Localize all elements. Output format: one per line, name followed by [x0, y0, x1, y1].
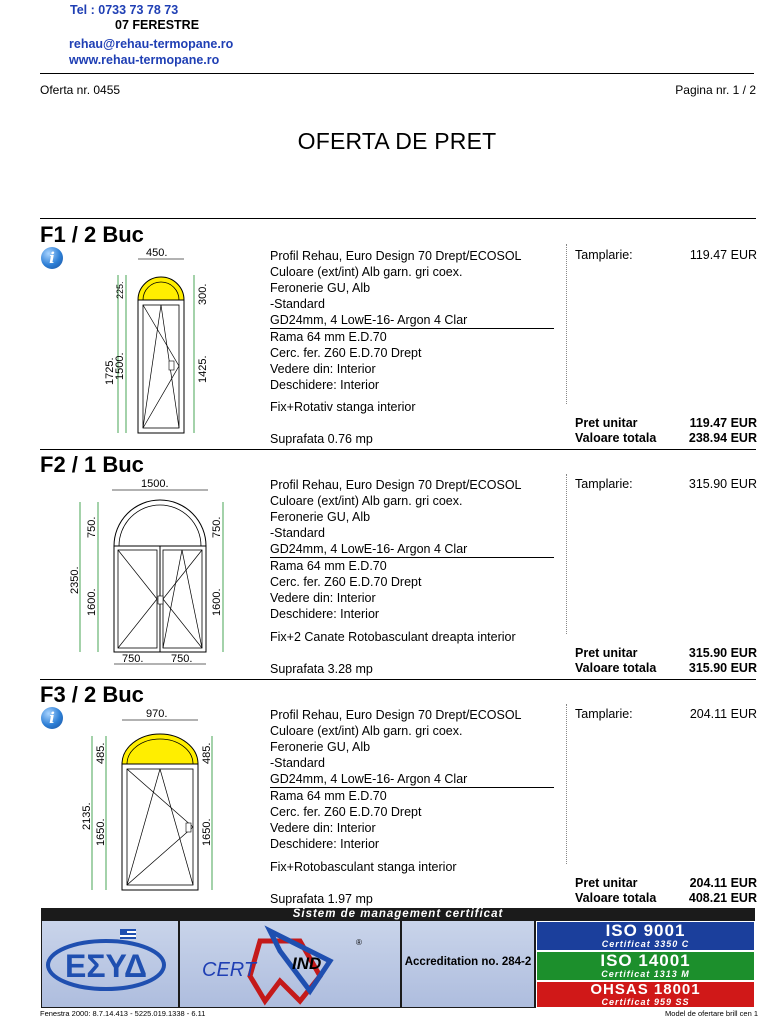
window-drawing-f3	[78, 706, 228, 898]
dim-height-left: 1500.	[114, 352, 126, 380]
tamplarie-value: 315.90 EUR	[688, 477, 757, 491]
dim-arch-right: 300.	[197, 283, 209, 305]
item-description: Profil Rehau, Euro Design 70 Drept/ECOSOL Culoare (ext/int) Alb garn. gri coex. Feronerie GU, Alb -Standard GD24mm, 4 LowE-16- Argon 4 Clar Rama 64 mm E.D.70 Cerc. fer. Z60 E.D.70 Drept Vedere din: Interior Deschidere: Interior	[270, 477, 560, 622]
tamplarie-label: Tamplarie:	[575, 707, 633, 721]
page-title: OFERTA DE PRET	[297, 128, 497, 154]
unit-price-value: 315.90 EUR	[688, 646, 757, 660]
total-value-label: Valoare totala	[575, 891, 657, 905]
cert-text: CERT	[202, 959, 257, 981]
opening-type: Fix+2 Canate Rotobasculant dreapta interior	[270, 630, 516, 644]
dim-arch-right: 750.	[211, 516, 223, 538]
dim-height-total: 2135.	[81, 802, 93, 830]
offer-number: Oferta nr. 0455	[40, 83, 121, 97]
header-phone: Tel : 0733 73 78 73	[70, 3, 179, 17]
item-divider	[40, 449, 756, 450]
unit-price-label: Pret unitar	[575, 416, 638, 430]
tamplarie-label: Tamplarie:	[575, 248, 633, 262]
certind-panel	[180, 921, 400, 1007]
dim-width: 1500.	[141, 478, 169, 490]
tamplarie-value: 204.11 EUR	[689, 707, 757, 721]
header-website[interactable]: www.rehau-termopane.ro	[69, 53, 220, 67]
accreditation-text: Accreditation no. 284-2	[404, 956, 532, 968]
header-email[interactable]: rehau@rehau-termopane.ro	[69, 37, 234, 51]
item-title: F3 / 2 Buc	[40, 682, 144, 707]
header-phone-word: 07 FERESTRE	[115, 18, 200, 32]
column-separator	[566, 474, 567, 634]
dim-arch: 485.	[95, 742, 107, 764]
ohsas-18001-badge: OHSAS 18001 Certificat 959 SS	[536, 981, 755, 1008]
total-value-label: Valoare totala	[575, 431, 657, 445]
opening-type: Fix+Rotativ stanga interior	[270, 400, 416, 414]
dim-width: 450.	[146, 247, 168, 259]
surface: Suprafata 3.28 mp	[270, 662, 373, 676]
dim-height-right: 1600.	[211, 588, 223, 616]
item-description: Profil Rehau, Euro Design 70 Drept/ECOSOL Culoare (ext/int) Alb garn. gri coex. Feronerie GU, Alb -Standard GD24mm, 4 LowE-16- Argon 4 Clar Rama 64 mm E.D.70 Cerc. fer. Z60 E.D.70 Drept Vedere din: Interior Deschidere: Interior	[270, 248, 560, 393]
dim-arch-right: 485.	[201, 742, 213, 764]
dim-bottom-right: 750.	[171, 653, 193, 665]
window-drawing-f1	[80, 245, 230, 440]
dim-height-left: 1650.	[95, 818, 107, 846]
surface: Suprafata 1.97 mp	[270, 892, 373, 906]
info-icon[interactable]: i	[41, 707, 63, 729]
total-value-label: Valoare totala	[575, 661, 657, 675]
unit-price-value: 119.47 EUR	[689, 416, 757, 430]
item-divider	[40, 679, 756, 680]
item-divider	[40, 218, 756, 219]
dim-height-left: 1600.	[86, 588, 98, 616]
iso-9001-badge: ISO 9001 Certificat 3350 C	[536, 921, 755, 951]
page-number: Pagina nr. 1 / 2	[675, 83, 756, 97]
certind-logo	[180, 921, 400, 1007]
tamplarie-label: Tamplarie:	[575, 477, 633, 491]
total-value: 315.90 EUR	[688, 661, 757, 675]
ind-text: IND	[292, 954, 322, 973]
dim-height-right: 1425.	[197, 355, 209, 383]
total-value: 238.94 EUR	[688, 431, 757, 445]
dim-height-total: 2350.	[69, 566, 81, 594]
tamplarie-value: 119.47 EUR	[689, 248, 757, 262]
footer-software: Fenestra 2000: 8.7.14.413 - 5225.019.1338 - 6.11	[40, 1009, 206, 1018]
column-separator	[566, 704, 567, 864]
item-title: F1 / 2 Buc	[40, 222, 144, 247]
dim-arch: 225.	[115, 281, 125, 299]
dim-arch: 750.	[86, 516, 98, 538]
dim-height-total: 1725.	[104, 357, 116, 385]
esyd-text: ΕΣΥΔ	[65, 948, 147, 984]
unit-price-label: Pret unitar	[575, 646, 638, 660]
window-drawing-f2	[68, 476, 248, 672]
opening-type: Fix+Rotobasculant stanga interior	[270, 860, 457, 874]
unit-price-label: Pret unitar	[575, 876, 638, 890]
dim-bottom-left: 750.	[122, 653, 144, 665]
total-value: 408.21 EUR	[688, 891, 757, 905]
banner-title: Sistem de management certificat	[292, 908, 504, 920]
esyd-logo	[42, 921, 178, 1007]
iso-14001-badge: ISO 14001 Certificat 1313 M	[536, 951, 755, 981]
esyd-panel	[42, 921, 178, 1007]
dim-width: 970.	[146, 708, 168, 720]
item-title: F2 / 1 Buc	[40, 452, 144, 477]
column-separator	[566, 244, 567, 404]
svg-text:®: ®	[356, 938, 362, 947]
item-description: Profil Rehau, Euro Design 70 Drept/ECOSOL Culoare (ext/int) Alb garn. gri coex. Feronerie GU, Alb -Standard GD24mm, 4 LowE-16- Argon 4 Clar Rama 64 mm E.D.70 Cerc. fer. Z60 E.D.70 Drept Vedere din: Interior Deschidere: Interior	[270, 707, 560, 852]
info-icon[interactable]: i	[41, 247, 63, 269]
unit-price-value: 204.11 EUR	[689, 876, 757, 890]
footer-model: Model de ofertare brill cen 1	[665, 1009, 758, 1018]
dim-height-right: 1650.	[201, 818, 213, 846]
surface: Suprafata 0.76 mp	[270, 432, 373, 446]
header-divider	[40, 73, 754, 74]
